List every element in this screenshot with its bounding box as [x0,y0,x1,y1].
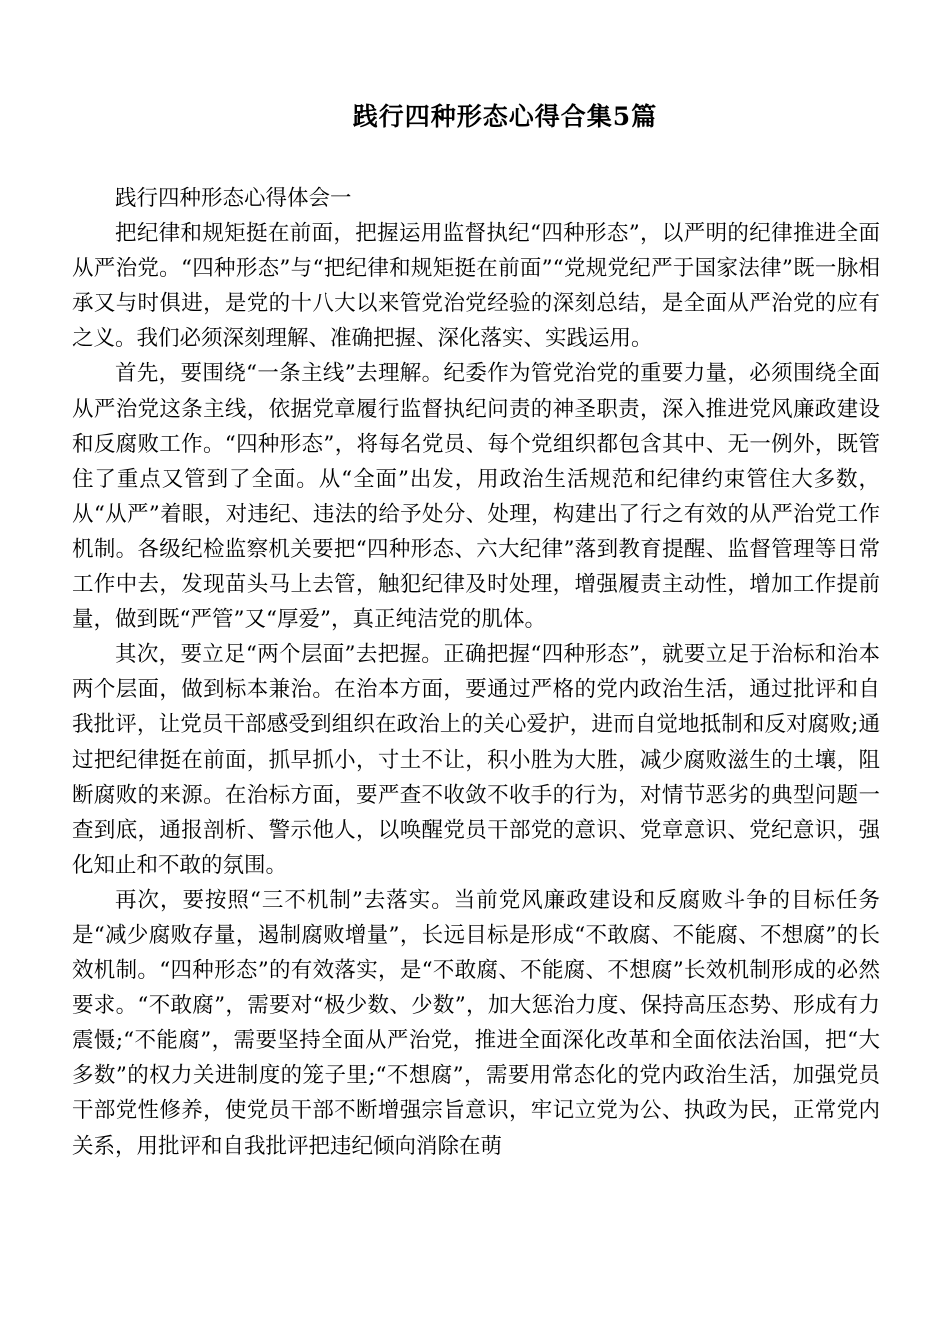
paragraph-first: 首先，要围绕“一条主线”去理解。纪委作为管党治党的重要力量，必须围绕全面从严治党这条主线，依据党章履行监督执纪问责的神圣职责，深入推进党风廉政建设和反腐败工作。“四种形态”，将每名党员、每个党组织都包含其中、无一例外，既管住了重点又管到了全面。从“全面”出发，用政治生活规范和纪律约束管住大多数，从“从严”着眼，对违纪、违法的给予处分、处理，构建出了行之有效的从严治党工作机制。各级纪检监察机关要把“四种形态、六大纪律”落到教育提醒、监督管理等日常工作中去，发现苗头马上去管，触犯纪律及时处理，增强履责主动性，增加工作提前量，做到既“严管”又“厚爱”，真正纯洁党的肌体。 [72,361,880,633]
document-body [72,181,880,1164]
paragraph-intro: 把纪律和规矩挺在前面，把握运用监督执纪“四种形态”，以严明的纪律推进全面从严治党。“四种形态”与“把纪律和规矩挺在前面”“党规党纪严于国家法律”既一脉相承又与时俱进，是党的十八大以来管党治党经验的深刻总结，是全面从严治党的应有之义。我们必须深刻理解、准确把握、深化落实、实践运用。 [72,221,880,352]
paragraph-third: 再次，要按照“三不机制”去落实。当前党风廉政建设和反腐败斗争的目标任务是“减少腐败存量，遏制腐败增量”，长远目标是形成“不敢腐、不能腐、不想腐”的长效机制。“四种形态”的有效落实，是“不敢腐、不能腐、不想腐”长效机制形成的必然要求。“不敢腐”，需要对“极少数、少数”，加大惩治力度、保持高压态势、形成有力震慑;“不能腐”，需要坚持全面从严治党，推进全面深化改革和全面依法治国，把“大多数”的权力关进制度的笼子里;“不想腐”，需要用常态化的党内政治生活，加强党员干部党性修养，使党员干部不断增强宗旨意识，牢记立党为公、执政为民，正常党内关系，用批评和自我批评把违纪倾向消除在萌 [72,887,880,1159]
section-heading: 践行四种形态心得体会一 [115,186,352,211]
document-title: 践行四种形态心得合集5篇 [352,102,658,131]
paragraph-second: 其次，要立足“两个层面”去把握。正确把握“四种形态”，就要立足于治标和治本两个层面，做到标本兼治。在治本方面，要通过严格的党内政治生活，通过批评和自我批评，让党员干部感受到组织在政治上的关心爱护，进而自觉地抵制和反对腐败;通过把纪律挺在前面，抓早抓小，寸土不让，积小胜为大胜，减少腐败滋生的土壤，阻断腐败的来源。在治标方面，要严查不收敛不收手的行为，对情节恶劣的典型问题一查到底，通报剖析、警示他人，以唤醒党员干部党的意识、党章意识、党纪意识，强化知止和不敢的氛围。 [72,642,880,878]
